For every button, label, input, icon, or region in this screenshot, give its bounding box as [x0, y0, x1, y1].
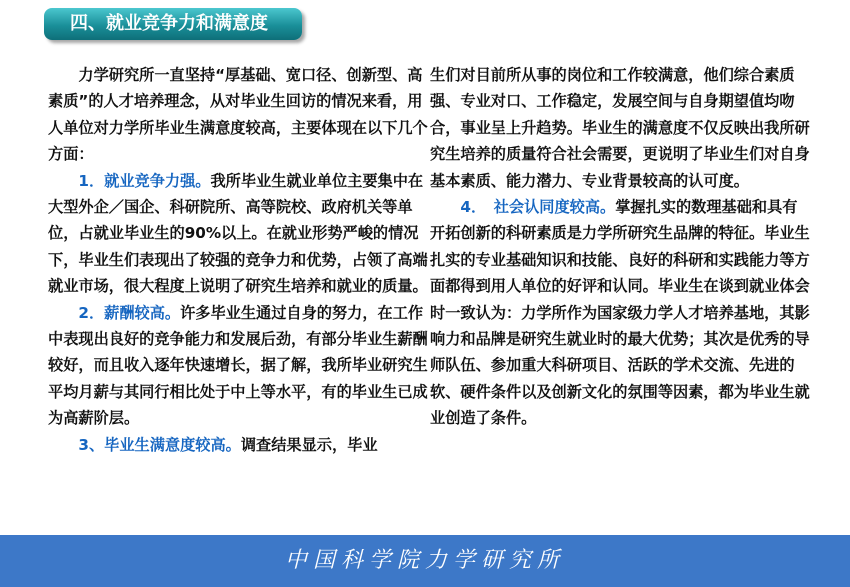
point-1-paragraph	[48, 168, 430, 300]
point-3-body: 调查结果显示，毕业	[240, 435, 378, 454]
point-1-body: 我所毕业生就业单位主要集中在大型外企／国企、科研院所、高等院校、政府机关等单位，占就业毕业生的90%以上。在就业形势严峻的情况下，毕业生们表现出了较强的竞争力和优势，占领了高端就业市场，很大程度上说明了研究生培养和就业的质量。	[48, 171, 428, 296]
point-4-paragraph	[430, 194, 812, 432]
left-column	[48, 62, 430, 458]
point-2-paragraph	[48, 300, 430, 432]
point-3-heading: 3、毕业生满意度较高。	[78, 435, 241, 454]
section-title: 四、就业竞争力和满意度	[70, 13, 268, 34]
right-column	[430, 62, 812, 432]
footer-banner	[0, 535, 850, 587]
intro-paragraph: 力学研究所一直坚持“厚基础、宽口径、创新型、高素质”的人才培养理念，从对毕业生回访的情况来看，用人单位对力学所毕业生满意度较高，主要体现在以下几个方面：	[48, 66, 428, 164]
point-3-continued: 生们对目前所从事的岗位和工作较满意，他们综合素质强、专业对口、工作稳定，发展空间与自身期望值均吻合，事业呈上升趋势。毕业生的满意度不仅反映出我所研究生培养的质量符合社会需要，更说明了毕业生们对自身基本素质、能力潜力、专业背景较高的认可度。	[430, 66, 810, 190]
point-3-paragraph	[48, 432, 430, 458]
point-2-heading: 2．薪酬较高。	[78, 303, 181, 322]
point-4-heading: 4． 社会认同度较高。	[460, 198, 616, 217]
section-title-bar	[44, 8, 302, 40]
footer-institute-name: 中国科学院力学研究所	[284, 548, 565, 573]
point-4-body: 掌握扎实的数理基础和具有开拓创新的科研素质是力学所研究生品牌的特征。毕业生扎实的专业基础知识和技能、良好的科研和实践能力等方面都得到用人单位的好评和认同。毕业生在谈到就业体会时一致认为：力学所作为国家级力学人才培养基地，其影响力和品牌是研究生就业时的最大优势；其次是优秀的导师队伍、参加重大科研项目、活跃的学术交流、先进的软、硬件条件以及创新文化的氛围等因素，都为毕业生就业创造了条件。	[430, 198, 810, 428]
point-1-heading: 1．就业竞争力强。	[78, 171, 211, 190]
point-2-body: 许多毕业生通过自身的努力，在工作中表现出良好的竞争能力和发展后劲，有部分毕业生薪酬较好，而且收入逐年快速增长，据了解，我所毕业研究生平均月薪与其同行相比处于中上等水平，有的毕业生已成为高薪阶层。	[48, 303, 428, 428]
